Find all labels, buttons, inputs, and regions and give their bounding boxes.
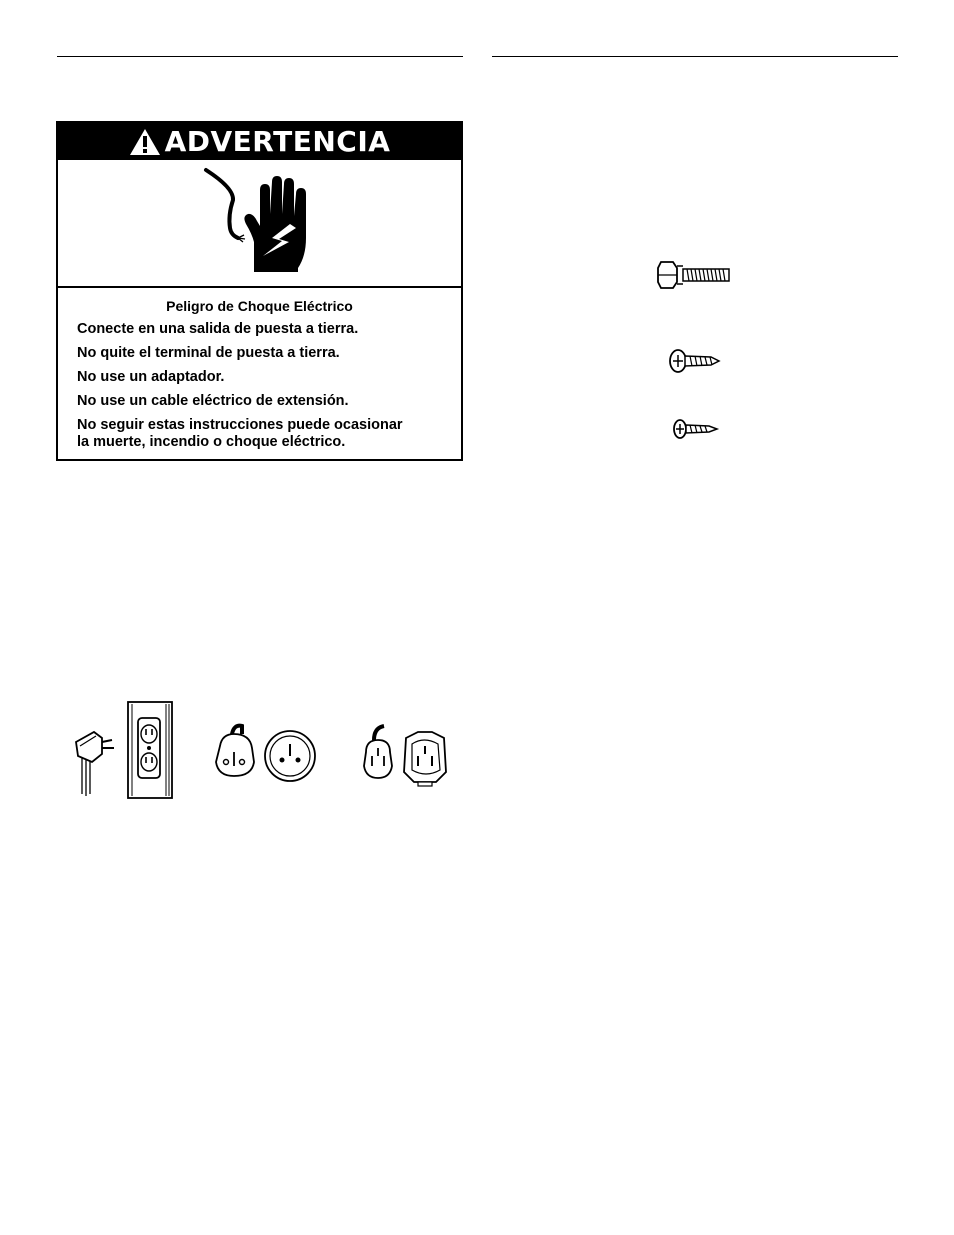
warning-title: ADVERTENCIA xyxy=(164,125,391,158)
hex-head-bolt-icon xyxy=(655,258,735,292)
three-prong-plug-and-outlet-icon xyxy=(68,698,178,802)
round-head-screw-icon xyxy=(671,416,721,442)
pan-head-screw-icon xyxy=(667,346,723,376)
warning-line: No seguir estas instrucciones puede ocasionar xyxy=(77,417,403,433)
warning-line: la muerte, incendio o choque eléctrico. xyxy=(77,434,346,450)
warning-heading: Peligro de Choque Eléctrico xyxy=(166,298,353,314)
warning-header xyxy=(58,123,461,160)
warning-line: No use un cable eléctrico de extensión. xyxy=(77,393,349,409)
warning-line: Conecte en una salida de puesta a tierra. xyxy=(77,321,359,337)
round-plug-and-outlet-icon xyxy=(212,722,324,784)
left-column-rule xyxy=(57,56,463,57)
angled-plug-and-outlet-icon xyxy=(360,722,450,788)
warning-line: No use un adaptador. xyxy=(77,369,225,385)
right-column-rule xyxy=(492,56,898,57)
warning-line: No quite el terminal de puesta a tierra. xyxy=(77,345,340,361)
warning-triangle-icon xyxy=(129,128,161,156)
warning-graphic xyxy=(58,160,461,288)
electric-shock-warning xyxy=(56,121,463,461)
electric-shock-hand-icon xyxy=(58,160,461,286)
